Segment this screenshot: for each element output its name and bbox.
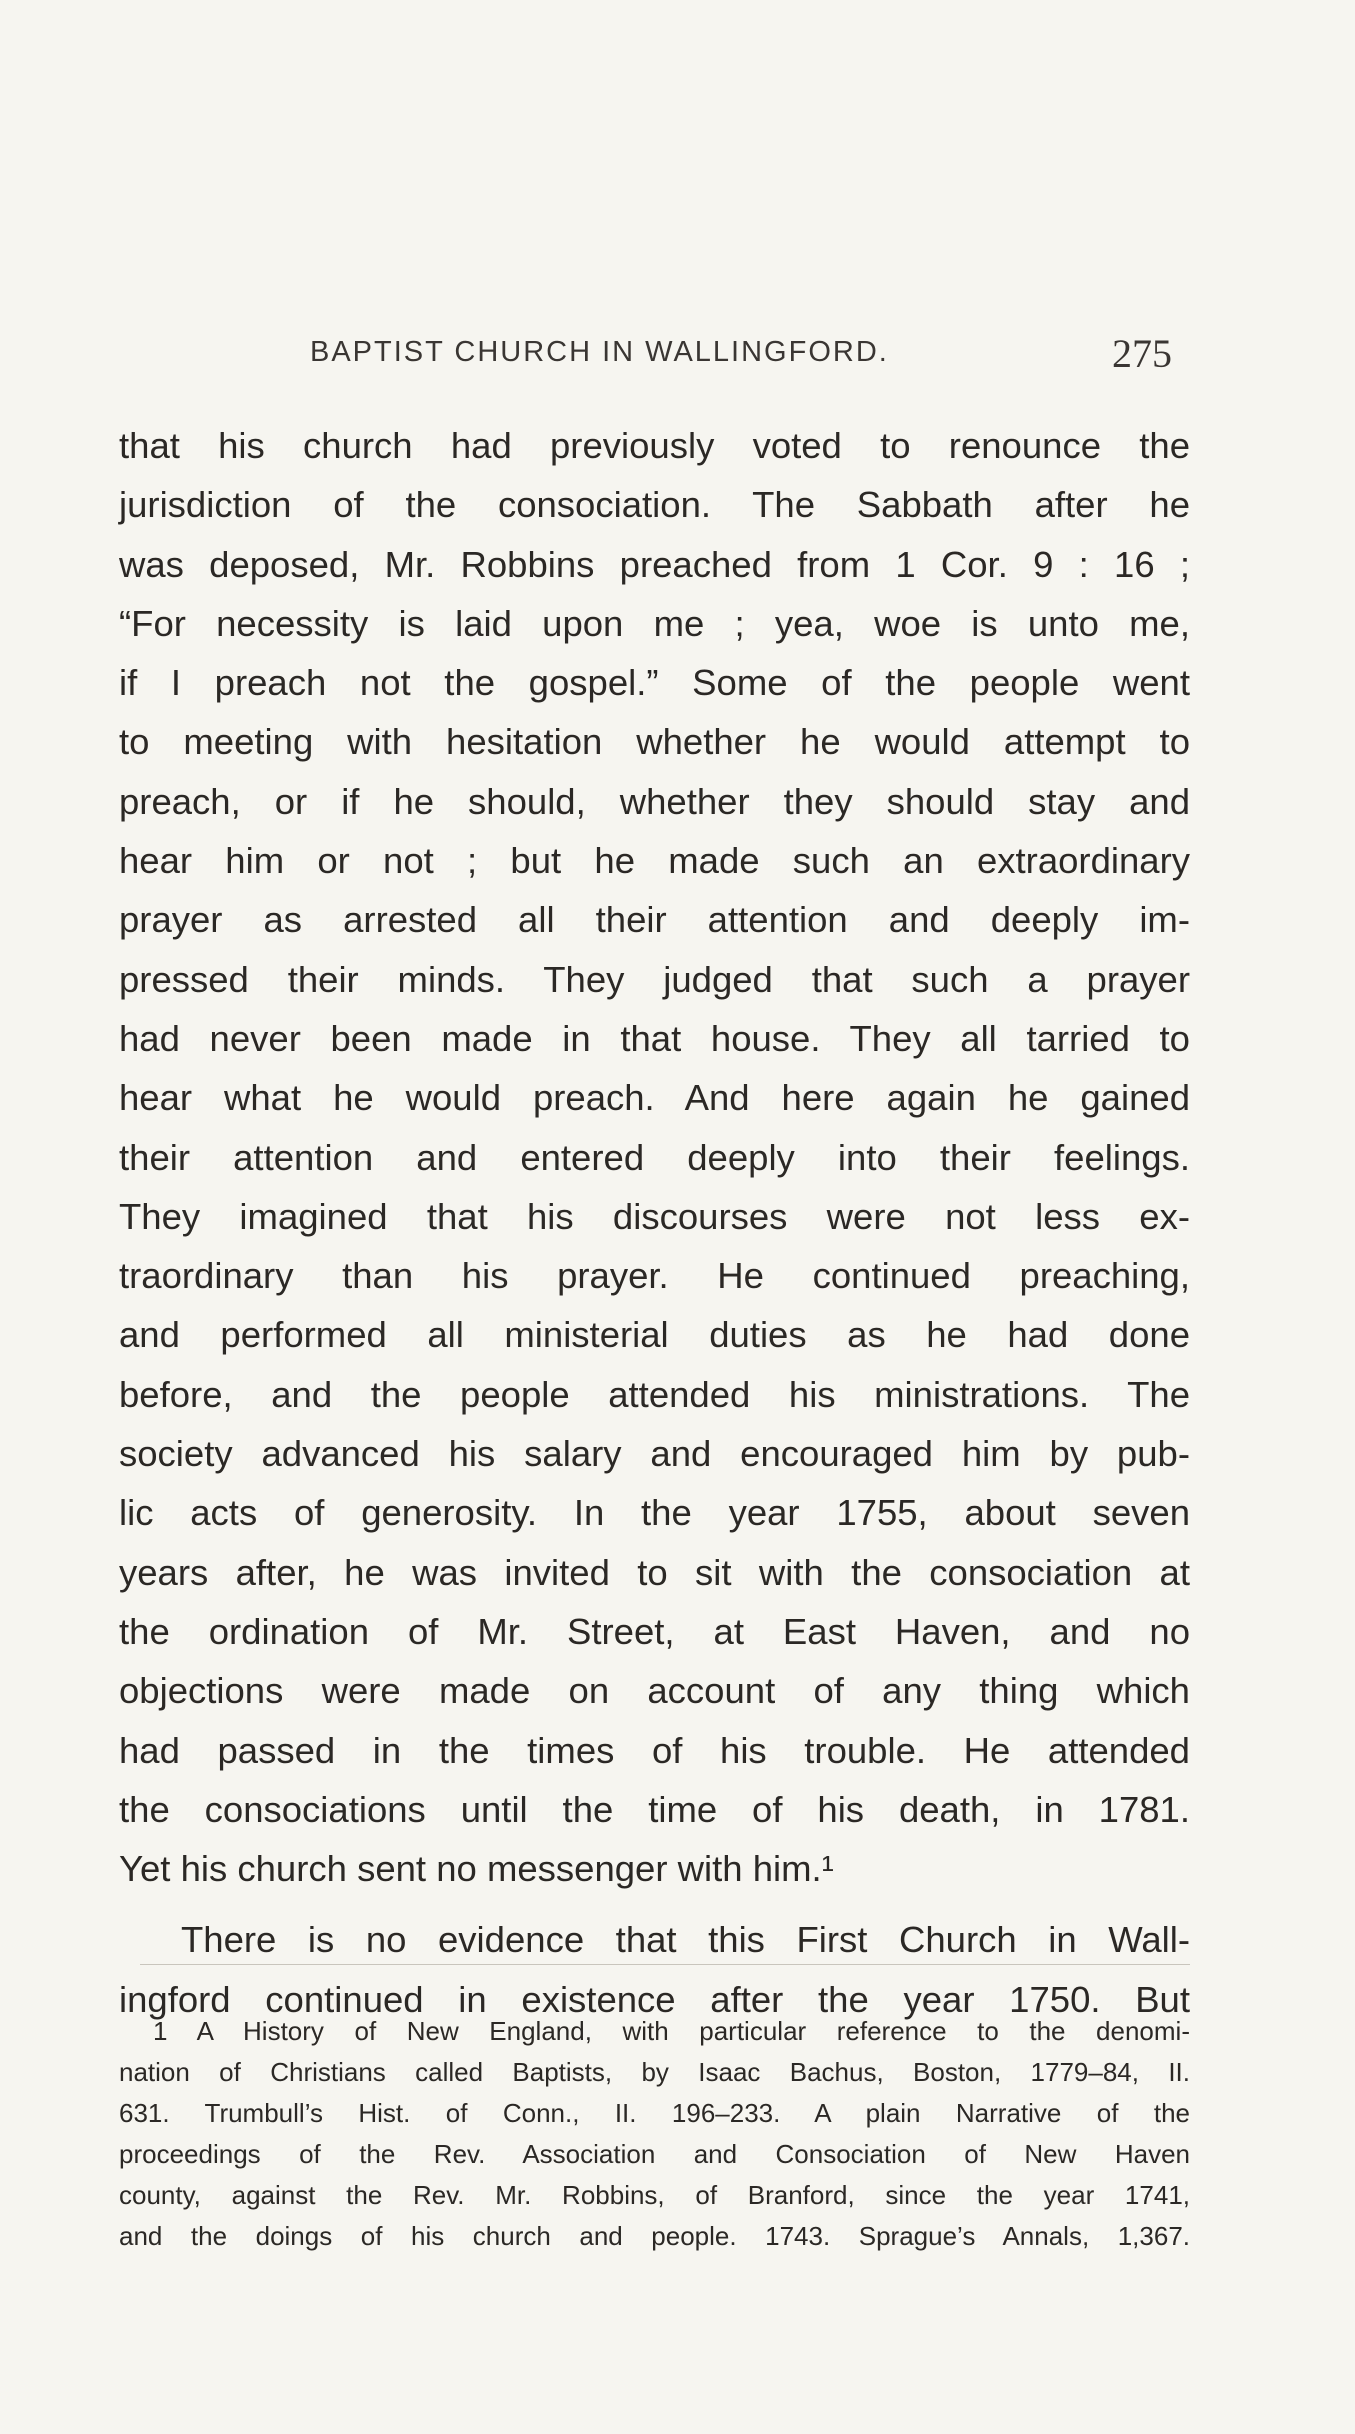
text-line: ingford continued in existence after the year 1750. But	[119, 1978, 1190, 2020]
text-line: had never been made in that house. They all tarried to	[119, 1017, 1190, 1059]
paragraph-1	[119, 416, 1190, 1898]
text-line: their attention and entered deeply into their feelings.	[119, 1136, 1190, 1178]
text-line: Yet his church sent no messenger with him.¹	[119, 1848, 834, 1890]
text-line: prayer as arrested all their attention and deeply im-	[119, 899, 1190, 941]
text-line: that his church had previously voted to renounce the	[119, 425, 1190, 466]
text-line: the consociations until the time of his death, in 1781.	[119, 1788, 1190, 1830]
text-line: “For necessity is laid upon me ; yea, woe is unto me,	[119, 602, 1190, 644]
footnote-line: nation of Christians called Baptists, by Isaac Bachus, Boston, 1779–84, II.	[119, 2057, 1190, 2087]
text-line: and performed all ministerial duties as he had done	[119, 1314, 1190, 1356]
footnote-line: 631. Trumbull’s Hist. of Conn., II. 196–233. A plain Narrative of the	[119, 2098, 1190, 2128]
text-line: society advanced his salary and encouraged him by pub-	[119, 1433, 1190, 1475]
text-line: if I preach not the gospel.” Some of the people went	[119, 662, 1190, 704]
text-line: had passed in the times of his trouble. He attended	[119, 1729, 1190, 1771]
footnote-rule	[140, 1964, 1190, 1965]
text-line: traordinary than his prayer. He continued preaching,	[119, 1255, 1190, 1297]
page-number: 275	[1112, 331, 1172, 376]
text-line: They imagined that his discourses were not less ex-	[119, 1195, 1190, 1237]
text-line: to meeting with hesitation whether he would attempt to	[119, 721, 1190, 763]
text-line: hear him or not ; but he made such an extraordinary	[119, 840, 1190, 882]
text-line: hear what he would preach. And here again he gained	[119, 1077, 1190, 1119]
text-line: preach, or if he should, whether they should stay and	[119, 780, 1190, 822]
text-line: objections were made on account of any thing which	[119, 1670, 1190, 1712]
text-line: lic acts of generosity. In the year 1755, about seven	[119, 1492, 1190, 1534]
running-title: BAPTIST CHURCH IN WALLINGFORD.	[310, 336, 889, 368]
footnote-line: and the doings of his church and people. 1743. Sprague’s Annals, 1,367.	[119, 2221, 1190, 2251]
footnote-line: 1 A History of New England, with particular reference to the denomi-	[153, 2016, 1190, 2046]
text-line: jurisdiction of the consociation. The Sabbath after he	[119, 484, 1190, 526]
text-line: the ordination of Mr. Street, at East Haven, and no	[119, 1610, 1190, 1652]
text-line: pressed their minds. They judged that such a prayer	[119, 958, 1190, 1000]
text-line: before, and the people attended his ministrations. The	[119, 1373, 1190, 1415]
footnote-line: proceedings of the Rev. Association and Consociation of New Haven	[119, 2139, 1190, 2169]
footnote-line: county, against the Rev. Mr. Robbins, of Branford, since the year 1741,	[119, 2180, 1190, 2210]
footnote	[119, 2011, 1190, 2257]
body-text	[119, 416, 1190, 2029]
text-line: There is no evidence that this First Church in Wall-	[181, 1919, 1190, 1961]
text-line: was deposed, Mr. Robbins preached from 1 Cor. 9 : 16 ;	[119, 543, 1190, 585]
text-line: years after, he was invited to sit with the consociation at	[119, 1551, 1190, 1593]
